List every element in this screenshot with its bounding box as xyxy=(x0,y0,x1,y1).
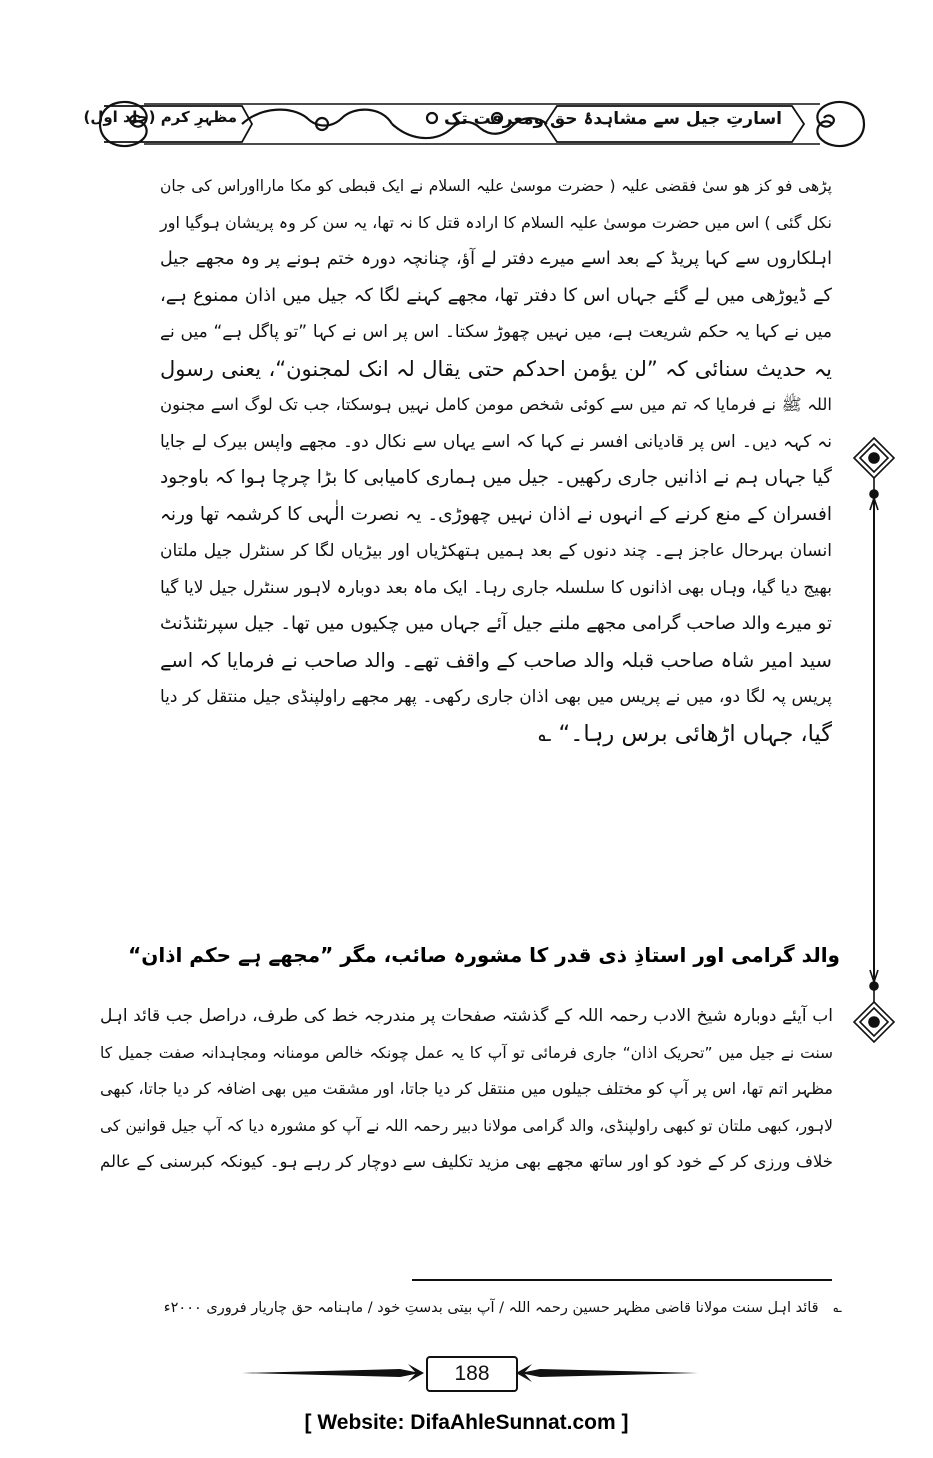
footnote-divider xyxy=(412,1279,832,1281)
quoted-passage xyxy=(160,168,832,752)
text-line: لاہور، کبھی ملتان تو کبھی راولپنڈی، والد گرامی مولانا دبیر رحمہ اللہ نے آپ کو مشورہ دیا کہ آپ جیل قوانین کی xyxy=(100,1116,833,1135)
website-link[interactable]: [ Website: DifaAhleSunnat.com ] xyxy=(304,1411,629,1434)
text-line: میں نے کہا یہ حکم شریعت ہے، میں نہیں چھوڑ سکتا۔ اس پر اس نے کہا ”تو پاگل ہے“ میں نے xyxy=(160,322,832,342)
text-line: سید امیر شاہ صاحب قبلہ والد صاحب کے واقف تھے۔ والد صاحب نے فرمایا کہ اسے xyxy=(160,648,832,672)
text-line: نہ کہہ دیں۔ اس پر قادیانی افسر نے کہا کہ اسے یہاں سے نکال دو۔ مجھے واپس بیرک لے جایا xyxy=(160,431,832,452)
text-line: تو میرے والد صاحب گرامی مجھے ملنے جیل آئے جہاں میں چکیوں میں تھا۔ جیل سپرنٹنڈنٹ xyxy=(160,613,832,634)
text-line: کے ڈیوڑھی میں لے گئے جہاں اس کا دفتر تھا، مجھے کہنے لگا کہ جیل میں اذان ممنوع ہے، xyxy=(160,284,832,306)
text-line: افسران کے منع کرنے کے انہوں نے اذان نہیں چھوڑی۔ یہ نصرت الٰہی کا کرشمہ تھا ورنہ xyxy=(160,503,832,525)
page-number: 188 xyxy=(426,1356,518,1392)
text-line-last: گیا، جہاں اڑھائی برس رہا۔“ ؎ xyxy=(538,720,832,747)
footnote-marker: ؎ xyxy=(833,1298,842,1316)
footnote-text: قائد اہل سنت مولانا قاضی مظہر حسین رحمہ اللہ / آپ بیتی بدستِ خود / ماہنامہ حق چاریار فروری ۲۰۰۰ء xyxy=(163,1300,819,1316)
text-line: سنت نے جیل میں ”تحریک اذان“ جاری فرمائی تو آپ کا یہ عمل چونکہ خالص مومنانہ ومجاہدانہ صفت جمیل کا xyxy=(100,1043,833,1062)
page-header xyxy=(83,88,872,160)
section-heading: والد گرامی اور استاذِ ذی قدر کا مشورہ صائب، مگر ”مجھے ہے حکم اذان“ xyxy=(128,943,840,967)
chapter-title: اسارتِ جیل سے مشاہدۂ حق ومعرفت تک xyxy=(443,109,782,129)
text-line: یہ حدیث سنائی کہ ”لن یؤمن احدکم حتی یقال لہ انک لمجنون“، یعنی رسول xyxy=(160,356,832,381)
text-line: بھیج دیا گیا، وہاں بھی اذانوں کا سلسلہ جاری رہا۔ ایک ماہ بعد دوبارہ لاہور سنٹرل جیل لایا گیا xyxy=(160,577,832,598)
text-line: اللہ ﷺ نے فرمایا کہ تم میں سے کوئی شخص مومن کامل نہیں ہوسکتا، جب تک لوگ اسے مجنون xyxy=(160,395,832,414)
text-line: پڑھی فو کز ھو سیٰ فقضی علیہ ( حضرت موسیٰ علیہ السلام نے ایک قبطی کو مکا مارااوراس کی جان xyxy=(160,177,832,195)
text-line: اہلکاروں سے کہا پریڈ کے بعد اسے میرے دفتر لے آؤ، چنانچہ دورہ ختم ہونے پر وہ مجھے جیل xyxy=(160,249,832,269)
side-ornament xyxy=(846,430,902,1050)
text-line: گیا جہاں ہم نے اذانیں جاری رکھیں۔ جیل میں ہماری کامیابی کا بڑا چرچا ہوا کہ باوجود xyxy=(160,467,832,488)
text-line: اب آیئے دوبارہ شیخ الادب رحمہ اللہ کے گذشتہ صفحات پر مندرجہ خط کی طرف، دراصل جب قائد اہل xyxy=(100,1006,833,1026)
text-line: نکل گئی ) اس میں حضرت موسیٰ علیہ السلام کا ارادہ قتل کا نہ تھا، یہ سن کر وہ پریشان ہوگیا اور xyxy=(160,212,832,232)
text-line: پریس پہ لگا دو، میں نے پریس میں بھی اذان جاری رکھی۔ پھر مجھے راولپنڈی جیل منتقل کر دیا xyxy=(160,687,832,707)
book-title: مظہرِ کرم (جلد اول) xyxy=(83,108,237,126)
main-paragraph xyxy=(100,998,833,1181)
footnote xyxy=(150,1298,842,1316)
page-number-bar xyxy=(240,1356,700,1392)
text-line: انسان بہرحال عاجز ہے۔ چند دنوں کے بعد ہمیں ہتھکڑیاں اور بیڑیاں لگا کر سنٹرل جیل ملتان xyxy=(160,541,832,561)
text-line: خلاف ورزی کر کے خود کو اور ساتھ مجھے بھی مزید تکلیف سے دوچار کر رہے ہو۔ کیونکہ کبرسنی کے عالم xyxy=(100,1152,833,1171)
text-line: مظہر اتم تھا، اس پر آپ کو مختلف جیلوں میں منتقل کر دیا جاتا، اور مشقت میں بھی اضافہ کر دیا جاتا، کبھی xyxy=(100,1079,833,1098)
